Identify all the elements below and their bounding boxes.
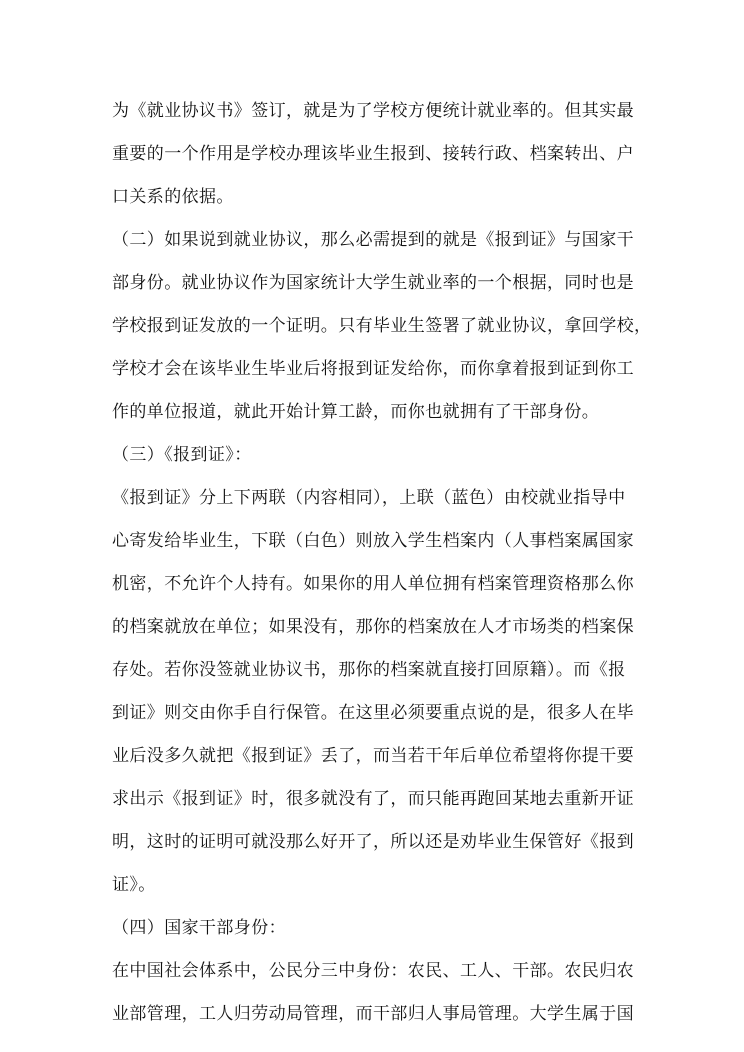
text-line: （二）如果说到就业协议，那么必需提到的就是《报到证》与国家干 bbox=[112, 230, 634, 250]
text-line: 学校报到证发放的一个证明。只有毕业生签署了就业协议，拿回学校， bbox=[112, 316, 652, 336]
section-heading: （四）国家干部身份： bbox=[112, 918, 286, 938]
text-line: 证》。 bbox=[112, 875, 156, 895]
text-line: 作的单位报道，就此开始计算工龄，而你也就拥有了干部身份。 bbox=[112, 402, 600, 422]
text-line: 重要的一个作用是学校办理该毕业生报到、接转行政、档案转出、户 bbox=[112, 144, 634, 164]
text-line: 到证》则交由你手自行保管。在这里必须要重点说的是，很多人在毕 bbox=[112, 703, 634, 723]
text-line: 业后没多久就把《报到证》丢了，而当若干年后单位希望将你提干要 bbox=[112, 746, 634, 766]
text-line: 在中国社会体系中，公民分三中身份：农民、工人、干部。农民归农 bbox=[112, 961, 634, 981]
text-line: 口关系的依据。 bbox=[112, 187, 234, 207]
document-body bbox=[112, 90, 652, 1036]
text-line: 的档案就放在单位；如果没有，那你的档案放在人才市场类的档案保 bbox=[112, 617, 634, 637]
text-line: 明，这时的证明可就没那么好开了，所以还是劝毕业生保管好《报到 bbox=[112, 832, 634, 852]
text-line: 学校才会在该毕业生毕业后将报到证发给你，而你拿着报到证到你工 bbox=[112, 359, 634, 379]
text-line: 为《就业协议书》签订，就是为了学校方便统计就业率的。但其实最 bbox=[112, 101, 634, 121]
text-line: 存处。若你没签就业协议书，那你的档案就直接打回原籍）。而《报 bbox=[112, 660, 626, 680]
text-line: 业部管理，工人归劳动局管理，而干部归人事局管理。大学生属于国 bbox=[112, 1004, 634, 1024]
text-line: 心寄发给毕业生，下联（白色）则放入学生档案内（人事档案属国家 bbox=[112, 531, 634, 551]
section-heading: （三）《报到证》： bbox=[112, 445, 252, 465]
text-line: 《报到证》分上下两联（内容相同），上联（蓝色）由校就业指导中 bbox=[112, 488, 626, 508]
text-line: 求出示《报到证》时，很多就没有了，而只能再跑回某地去重新开证 bbox=[112, 789, 634, 809]
text-line: 机密，不允许个人持有。如果你的用人单位拥有档案管理资格那么你 bbox=[112, 574, 634, 594]
text-line: 部身份。就业协议作为国家统计大学生就业率的一个根据，同时也是 bbox=[112, 273, 634, 293]
